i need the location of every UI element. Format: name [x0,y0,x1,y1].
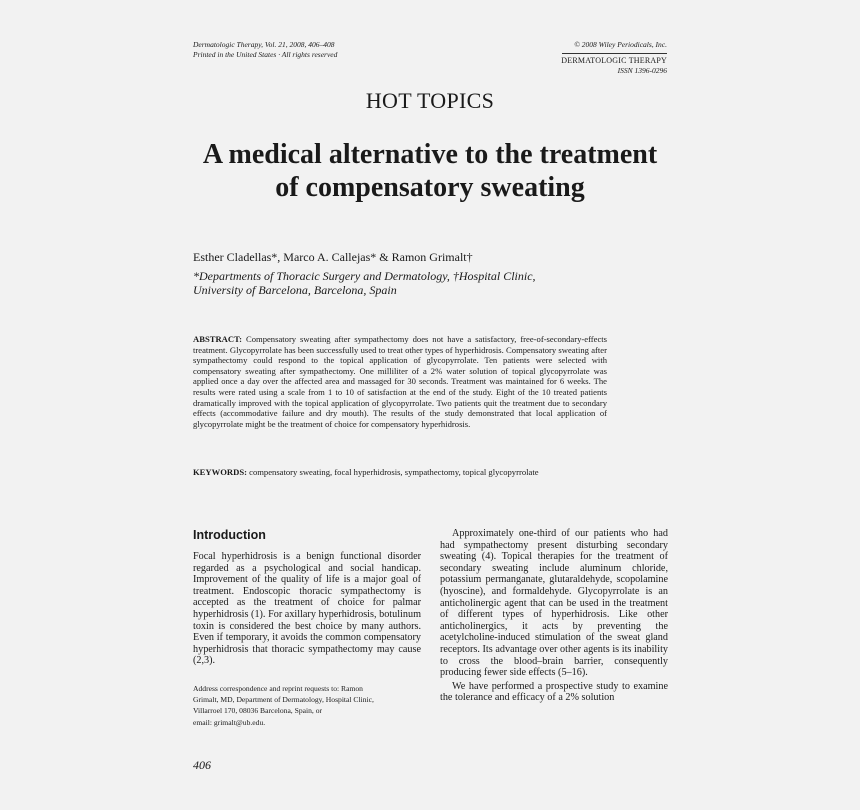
left-column [193,528,421,728]
correspondence-line: Address correspondence and reprint requests to: Ramon [193,683,363,693]
introduction-heading: Introduction [193,528,266,542]
page-number: 406 [193,758,211,772]
journal-name: DERMATOLOGIC THERAPY [561,56,667,65]
correspondence-line: Grimalt, MD, Department of Dermatology, Hospital Clinic, [193,695,374,705]
article-title: A medical alternative to the treatment of compensatory sweating [202,139,658,203]
journal-citation: Dermatologic Therapy, Vol. 21, 2008, 406–408 [193,40,335,49]
issn: ISSN 1396-0296 [617,66,667,75]
journal-header-right [561,40,667,76]
abstract [193,334,607,429]
body-paragraph: We have performed a prospective study to examine the tolerance and efficacy of a 2% solution [440,680,668,704]
keywords-text: compensatory sweating, focal hyperhidrosis, sympathectomy, topical glycopyrrolate [249,467,539,477]
body-paragraph: Approximately one-third of our patients who had had sympathectomy present disturbing secondary sweating (4). Topical therapies for the treatment of secondary sweating include aluminum chloride, potassium permanganate, glutaraldehyde, scopolamine (hyoscine), and formaldehyde. Glycopyrrolate is an anticholinergic agent that can be used in the treatment of different types of hyperhidrosis. Like other anticholinergics, it acts by preventing the acetylcholine-induced stimulation of the sweat gland receptors. Its advantage over other agents is its inability to cross the blood–brain barrier, consequently producing fewer side effects (5–16). [440,528,668,679]
header-rule [562,53,667,54]
correspondence-line: Villarroel 170, 08036 Barcelona, Spain, or [193,706,323,716]
copyright-notice: © 2008 Wiley Periodicals, Inc. [574,40,667,49]
correspondence-line: email: grimalt@ub.edu. [193,717,266,727]
keywords [193,467,613,478]
right-column [440,528,668,704]
affiliations [193,269,536,297]
correspondence-note [193,683,421,728]
authors: Esther Cladellas*, Marco A. Callejas* & Ramon Grimalt† [193,250,473,264]
keywords-label: KEYWORDS: [193,467,247,477]
abstract-label: ABSTRACT: [193,334,243,344]
affiliation-line: *Departments of Thoracic Surgery and Dermatology, †Hospital Clinic, [193,269,536,283]
abstract-text: Compensatory sweating after sympathectomy does not have a satisfactory, free-of-secondary-effects treatment. Glycopyrrolate has been successfully used to treat other types of hyperhidrosis. Compensatory sweating after sympathectomy could respond to the topical application of glycopyrrolate. Ten patients were selected with compensatory sweating after sympathectomy. One milliliter of a 2% water solution of topical glycopyrrolate was applied once a day over the affected area and massaged for 30 seconds. Treatment was maintained for 6 weeks. The results were rated using a scale from 1 to 10 of satisfaction at the end of the study. Eight of the 10 treated patients dramatically improved with the topical application of glycopyrrolate. Two patients quit the treatment due to secondary effects (accommodative failure and dry mouth). The results of the study demonstrated that local application of glycopyrrolate might be the treatment of choice for compensatory hyperhidrosis. [193,334,607,429]
printed-notice: Printed in the United States · All rights reserved [193,50,338,59]
section-label: HOT TOPICS [365,88,495,113]
body-paragraph: Focal hyperhidrosis is a benign functional disorder regarded as a psychological and social handicap. Improvement of the quality of life is a major goal of treatment. Endoscopic thoracic sympathectomy is accepted as the treatment of choice for palmar hyperhidrosis (1). For axillary hyperhidrosis, botulinum toxin is considered the best choice by many authors. Even if temporary, it avoids the common compensatory hyperhidrosis that thoracic sympathectomy may cause (2,3). [193,551,421,667]
journal-header-left [193,40,337,60]
affiliation-line: University of Barcelona, Barcelona, Spain [193,283,397,297]
